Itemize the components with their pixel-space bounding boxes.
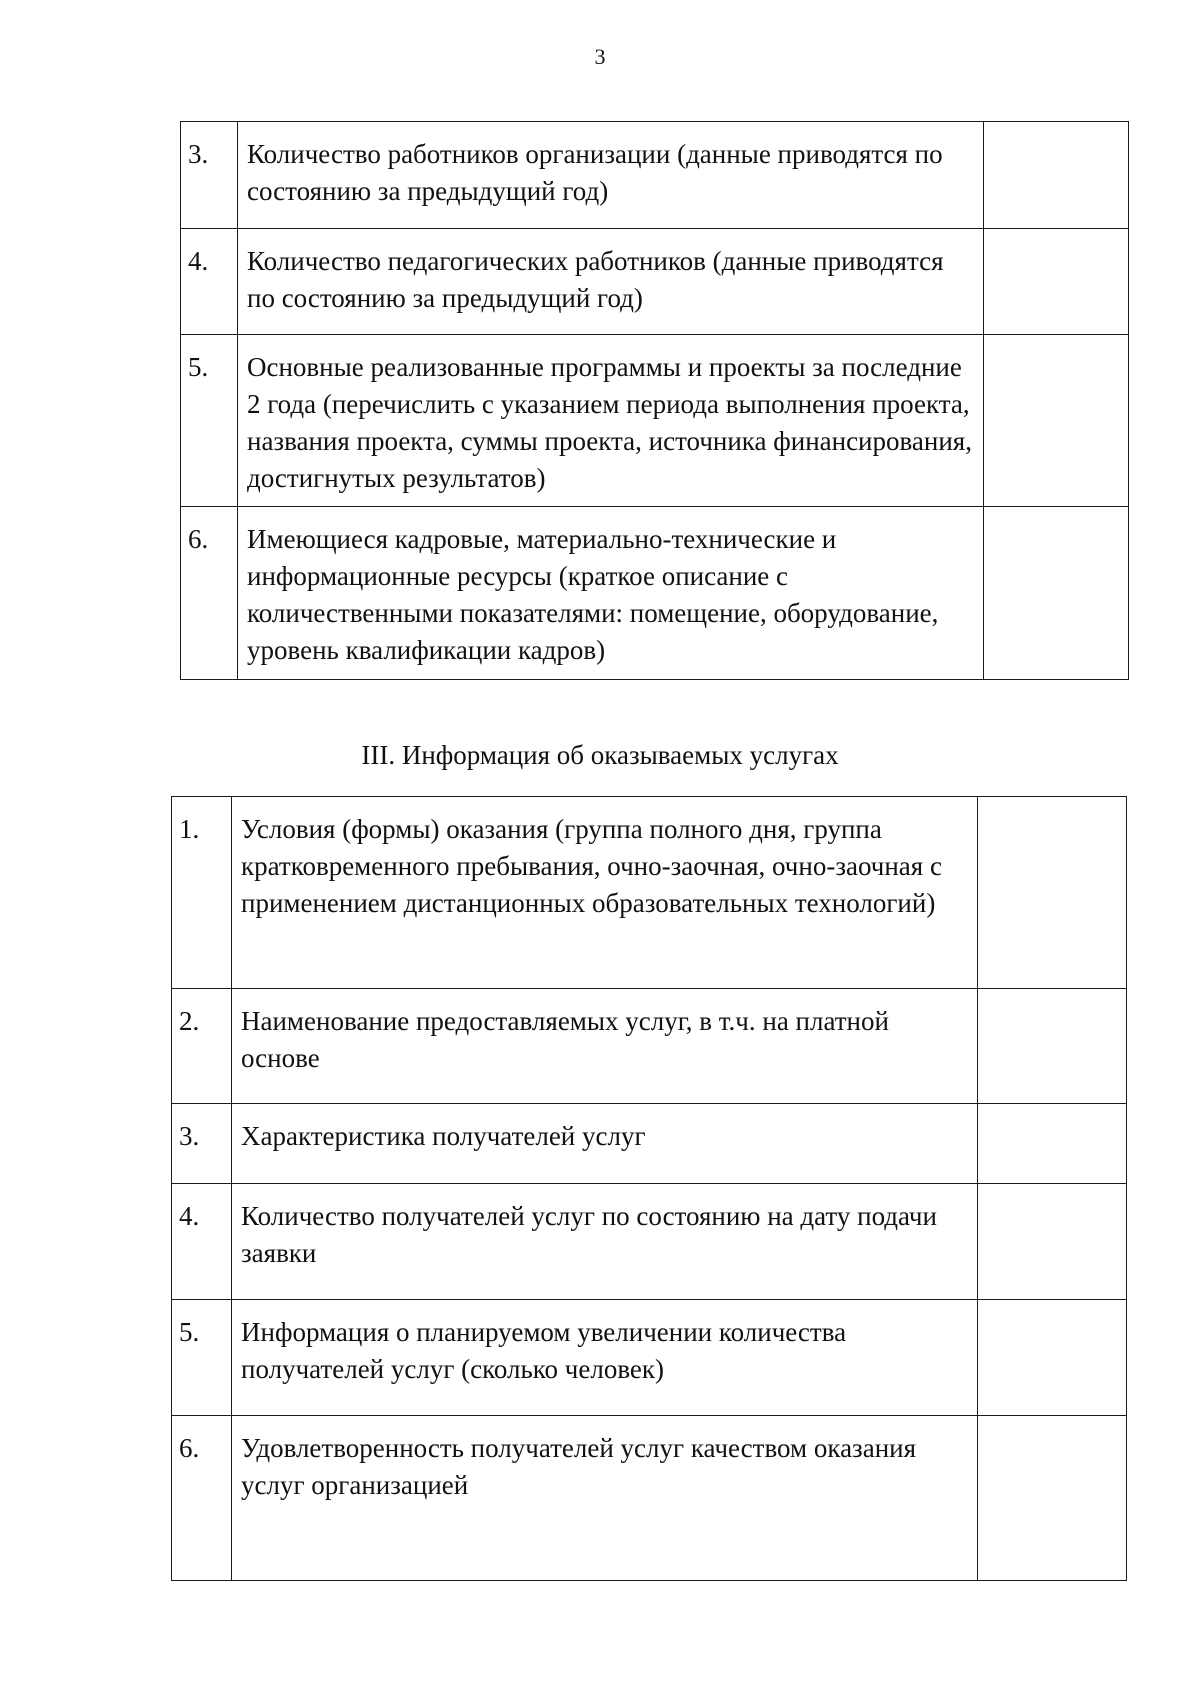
row-number: 1.	[172, 797, 232, 989]
row-description: Условия (формы) оказания (группа полного дня, группа кратковременного пребывания, очно-заочная, очно-заочная с применением дистанционных образовательных технологий)	[232, 797, 978, 989]
row-value-cell[interactable]	[984, 335, 1129, 507]
row-value-cell[interactable]	[978, 1300, 1127, 1416]
row-description: Характеристика получателей услуг	[232, 1104, 978, 1184]
row-description: Наименование предоставляемых услуг, в т.ч. на платной основе	[232, 989, 978, 1104]
row-value-cell[interactable]	[978, 989, 1127, 1104]
section-title: III. Информация об оказываемых услугах	[361, 740, 839, 770]
row-number: 5.	[172, 1300, 232, 1416]
row-number: 4.	[172, 1184, 232, 1300]
row-description: Количество педагогических работников (данные приводятся по состоянию за предыдущий год)	[238, 229, 984, 335]
table-row	[181, 122, 1129, 229]
table-row	[172, 1416, 1127, 1581]
organization-info-table	[180, 121, 1129, 680]
row-description: Имеющиеся кадровые, материально-технические и информационные ресурсы (краткое описание с количественными показателями: помещение, оборудование, уровень квалификации кадров)	[238, 507, 984, 680]
table-row	[172, 1184, 1127, 1300]
row-description: Количество работников организации (данные приводятся по состоянию за предыдущий год)	[238, 122, 984, 229]
row-value-cell[interactable]	[978, 1184, 1127, 1300]
row-value-cell[interactable]	[984, 507, 1129, 680]
row-description: Количество получателей услуг по состоянию на дату подачи заявки	[232, 1184, 978, 1300]
row-description: Информация о планируемом увеличении количества получателей услуг (сколько человек)	[232, 1300, 978, 1416]
page-number: 3	[594, 44, 606, 69]
row-number: 3.	[172, 1104, 232, 1184]
row-description: Основные реализованные программы и проекты за последние 2 года (перечислить с указанием периода выполнения проекта, названия проекта, суммы проекта, источника финансирования, достигнутых результатов)	[238, 335, 984, 507]
row-value-cell[interactable]	[978, 1416, 1127, 1581]
row-value-cell[interactable]	[984, 229, 1129, 335]
row-value-cell[interactable]	[984, 122, 1129, 229]
table-row	[172, 1300, 1127, 1416]
row-number: 6.	[181, 507, 238, 680]
table-row	[181, 229, 1129, 335]
services-info-table	[171, 796, 1127, 1581]
row-number: 2.	[172, 989, 232, 1104]
row-value-cell[interactable]	[978, 1104, 1127, 1184]
table-row	[172, 1104, 1127, 1184]
row-description: Удовлетворенность получателей услуг качеством оказания услуг организацией	[232, 1416, 978, 1581]
row-number: 6.	[172, 1416, 232, 1581]
row-number: 3.	[181, 122, 238, 229]
table-row	[172, 989, 1127, 1104]
row-number: 4.	[181, 229, 238, 335]
row-value-cell[interactable]	[978, 797, 1127, 989]
row-number: 5.	[181, 335, 238, 507]
table-row	[172, 797, 1127, 989]
table-row	[181, 335, 1129, 507]
table-row	[181, 507, 1129, 680]
